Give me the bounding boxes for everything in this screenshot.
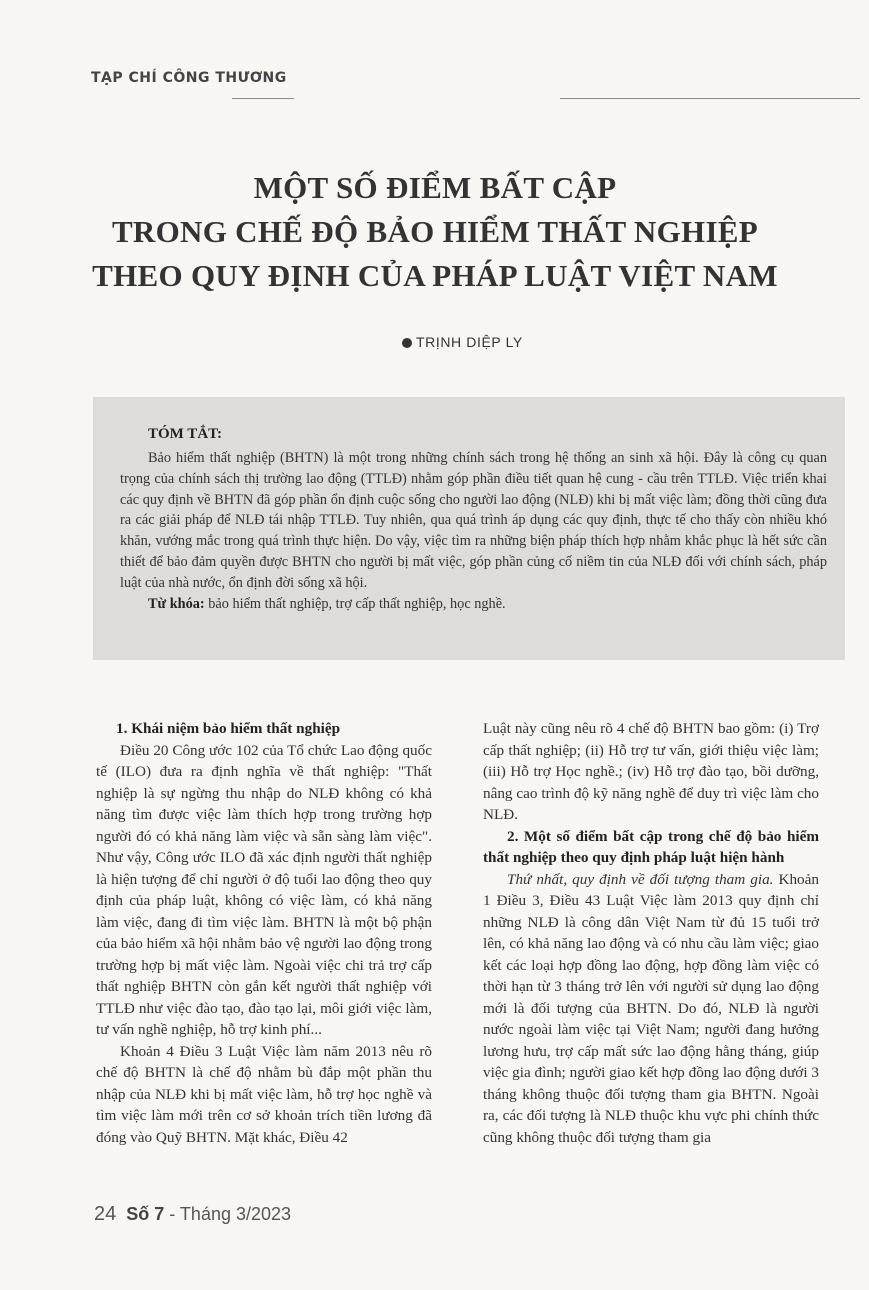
abstract-text: Bảo hiểm thất nghiệp (BHTN) là một trong những chính sách trong hệ thống an sinh xã hội. Đây là công cụ quan trọng của chính sách thị trường lao động (TTLĐ) nhằm góp phần điều tiết quan hệ cung - cầu trên TTLĐ. Việc triển khai các quy định về BHTN đã góp phần ổn định cuộc sống cho người lao động (NLĐ) khi bị mất việc làm; đồng thời cũng đưa ra các giải pháp để NLĐ tái nhập TTLĐ. Tuy nhiên, qua quá trình áp dụng các quy định, thực tế cho thấy còn nhiều khó khăn, vướng mắc trong quá trình thực hiện. Do vậy, việc tìm ra những biện pháp thích hợp nhằm khắc phục là hết sức cần thiết để bảo đảm quyền được BHTN cho người bị mất việc, góp phần củng cố niềm tin của NLĐ đối với chính sách, pháp luật của nhà nước, ổn định đời sống xã hội. bbox=[120, 450, 827, 591]
header-rule bbox=[232, 98, 294, 99]
issue-number: Số 7 bbox=[126, 1204, 165, 1224]
title-line-1: MỘT SỐ ĐIỂM BẤT CẬP bbox=[253, 170, 617, 205]
italic-lead: Thứ nhất, quy định về đối tượng tham gia. bbox=[507, 870, 774, 888]
author-name: TRỊNH DIỆP LY bbox=[416, 334, 523, 350]
abstract-heading: TÓM TẮT: bbox=[148, 426, 223, 442]
issue-date: - Tháng 3/2023 bbox=[164, 1204, 292, 1224]
keywords bbox=[120, 594, 827, 615]
journal-name: TẠP CHÍ CÔNG THƯƠNG bbox=[91, 70, 287, 86]
paragraph: Luật này cũng nêu rõ 4 chế độ BHTN bao gồm: (i) Trợ cấp thất nghiệp; (ii) Hỗ trợ tư vấn, giới thiệu việc làm; (iii) Hỗ trợ Học nghề.; (iv) Hỗ trợ đào tạo, bồi dưỡng, nâng cao trình độ kỹ năng nghề để duy trì việc làm cho NLĐ. bbox=[483, 720, 819, 823]
header-rule-right bbox=[560, 98, 860, 99]
paragraph bbox=[483, 869, 819, 1149]
right-column bbox=[483, 718, 819, 1148]
title-line-2: TRONG CHẾ ĐỘ BẢO HIỂM THẤT NGHIỆP bbox=[111, 214, 759, 249]
keywords-label: Từ khóa: bbox=[148, 595, 205, 612]
paragraph-text: Khoản 1 Điều 3, Điều 43 Luật Việc làm 2013 quy định chỉ những NLĐ là công dân Việt Nam từ đủ 15 tuổi trở lên, có khả năng lao động và có nhu cầu làm việc; giao kết các loại hợp đồng lao động, hợp đồng làm việc có thời hạn từ 3 tháng trở lên với người sử dụng lao động mới là đối tượng của BHTN. Do đó, NLĐ là người nước ngoài làm việc tại Việt Nam; người đang hưởng lương hưu, trợ cấp mất sức lao động hằng tháng, giúp việc gia đình; người giao kết hợp đồng lao động dưới 3 tháng không thuộc đối tượng tham gia BHTN. Ngoài ra, các đối tượng là NLĐ thuộc khu vực phi chính thức cũng không thuộc đối tượng tham gia bbox=[483, 870, 819, 1146]
section-1-heading: 1. Khái niệm bảo hiểm thất nghiệp bbox=[116, 720, 341, 737]
paragraph: Điều 20 Công ước 102 của Tổ chức Lao động quốc tế (ILO) đưa ra định nghĩa về thất nghiệp: "Thất nghiệp là sự ngừng thu nhập do NLĐ không có khả năng tìm được việc làm thích hợp trong trường hợp người đó có khả năng làm việc và sẵn sàng làm việc". Như vậy, Công ước ILO đã xác định người thất nghiệp là hiện tượng để chỉ người ở độ tuổi lao động theo quy định của pháp luật, không có việc làm, có khả năng làm việc, đang đi tìm việc làm. BHTN là một bộ phận của bảo hiểm xã hội nhằm bảo vệ người lao động trong trường hợp bị mất việc làm. Ngoài việc chi trả trợ cấp thất nghiệp BHTN còn gắn kết người thất nghiệp với TTLĐ như việc đào tạo, đào tạo lại, môi giới việc làm, tư vấn nghề nghiệp, hỗ trợ kinh phí... bbox=[96, 741, 432, 1038]
left-column bbox=[96, 718, 432, 1148]
section-2-heading: 2. Một số điểm bất cập trong chế độ bảo hiểm thất nghiệp theo quy định pháp luật hiện hành bbox=[483, 827, 819, 866]
paragraph: Khoản 4 Điều 3 Luật Việc làm năm 2013 nêu rõ chế độ BHTN là chế độ nhằm bù đắp một phần thu nhập của NLĐ khi bị mất việc làm, hỗ trợ học nghề và tìm việc làm mới trên cơ sở khoản trích tiền lương đã đóng vào Quỹ BHTN. Mặt khác, Điều 42 bbox=[96, 1042, 432, 1146]
author-byline bbox=[402, 334, 523, 350]
article-title bbox=[80, 166, 790, 298]
title-line-3: THEO QUY ĐỊNH CỦA PHÁP LUẬT VIỆT NAM bbox=[92, 258, 778, 293]
abstract-body bbox=[120, 448, 827, 614]
page-number: 24 bbox=[94, 1203, 117, 1225]
bullet-icon bbox=[402, 338, 412, 348]
page-footer bbox=[94, 1203, 291, 1226]
keywords-text: bảo hiểm thất nghiệp, trợ cấp thất nghiệp, học nghề. bbox=[204, 595, 506, 612]
